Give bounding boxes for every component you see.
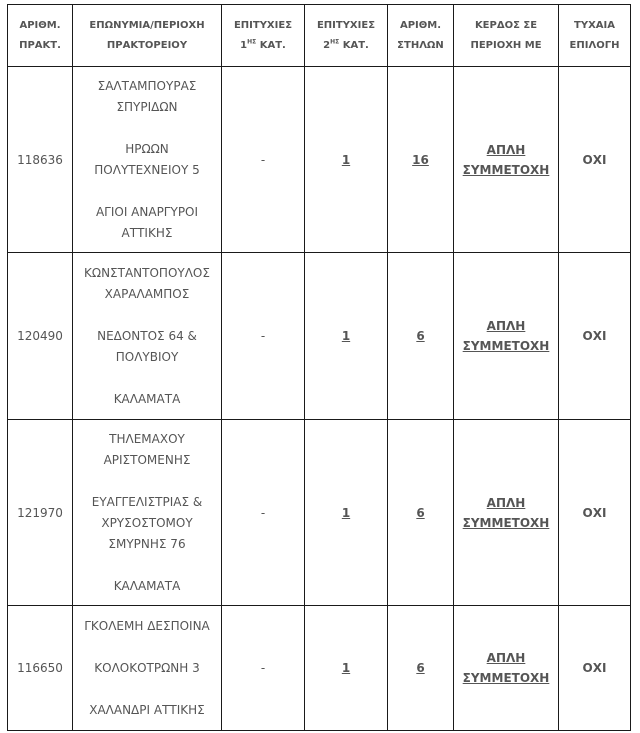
agency-cell: ΤΗΛΕΜΑΧΟΥ ΑΡΙΣΤΟΜΕΝΗΣ ΕΥΑΓΓΕΛΙΣΤΡΙΑΣ & ΧΡΥΣΟΣΤΟΜΟΥ ΣΜΥΡΝΗΣ 76 ΚΑΛΑΜΑΤΑ bbox=[73, 420, 222, 606]
header-row bbox=[8, 5, 631, 67]
random-cell: ΟΧΙ bbox=[559, 253, 631, 420]
table-row bbox=[8, 253, 631, 420]
header-first-category: ΕΠΙΤΥΧΙΕΣ $1^{H\Sigma}$ ΚΑΤ. bbox=[222, 5, 305, 67]
second-category-link[interactable]: 1 bbox=[341, 661, 351, 675]
header-agency: ΕΠΩΝΥΜΙΑ/ΠΕΡΙΟΧΗ ΠΡΑΚΤΟΡΕΙΟΥ bbox=[73, 5, 222, 67]
columns-cell bbox=[388, 420, 454, 606]
participation-link[interactable]: ΑΠΛΗ ΣΥΜΜΕΤΟΧΗ bbox=[462, 651, 550, 685]
agency-cell: ΣΑΛΤΑΜΠΟΥΡΑΣ ΣΠΥΡΙΔΩΝ ΗΡΩΩΝ ΠΟΛΥΤΕΧΝΕΙΟΥ 5 ΑΓΙΟΙ ΑΝΑΡΓΥΡΟΙ ΑΤΤΙΚΗΣ bbox=[73, 67, 222, 253]
pract-no-cell: 120490 bbox=[8, 253, 73, 420]
second-category-cell bbox=[305, 253, 388, 420]
second-category-link[interactable]: 1 bbox=[341, 152, 351, 167]
second-category-cell bbox=[305, 420, 388, 606]
random-cell: ΟΧΙ bbox=[559, 606, 631, 731]
columns-link[interactable]: 6 bbox=[416, 329, 425, 343]
first-category-cell: - bbox=[222, 253, 305, 420]
table-row bbox=[8, 420, 631, 606]
columns-cell bbox=[388, 67, 454, 253]
columns-link[interactable]: 6 bbox=[416, 505, 425, 520]
region-cell bbox=[454, 67, 559, 253]
random-cell: ΟΧΙ bbox=[559, 420, 631, 606]
agency-cell: ΚΩΝΣΤΑΝΤΟΠΟΥΛΟΣ ΧΑΡΑΛΑΜΠΟΣ ΝΕΔΟΝΤΟΣ 64 & ΠΟΛΥΒΙΟΥ ΚΑΛΑΜΑΤΑ bbox=[73, 253, 222, 420]
header-pract-no: ΑΡΙΘΜ. ΠΡΑΚΤ. bbox=[8, 5, 73, 67]
columns-link[interactable]: 6 bbox=[416, 661, 425, 675]
columns-cell bbox=[388, 606, 454, 731]
first-category-cell: - bbox=[222, 420, 305, 606]
first-category-cell: - bbox=[222, 606, 305, 731]
results-table bbox=[7, 4, 631, 731]
region-cell bbox=[454, 253, 559, 420]
pract-no-cell: 121970 bbox=[8, 420, 73, 606]
region-cell bbox=[454, 420, 559, 606]
agency-cell: ΓΚΟΛΕΜΗ ΔΕΣΠΟΙΝΑ ΚΟΛΟΚΟΤΡΩΝΗ 3 ΧΑΛΑΝΔΡΙ ΑΤΤΙΚΗΣ bbox=[73, 606, 222, 731]
participation-link[interactable]: ΑΠΛΗ ΣΥΜΜΕΤΟΧΗ bbox=[462, 142, 550, 177]
table-row bbox=[8, 67, 631, 253]
random-cell: ΟΧΙ bbox=[559, 67, 631, 253]
columns-cell bbox=[388, 253, 454, 420]
columns-link[interactable]: 16 bbox=[412, 152, 429, 167]
pract-no-cell: 116650 bbox=[8, 606, 73, 731]
second-category-link[interactable]: 1 bbox=[341, 505, 351, 520]
second-category-cell bbox=[305, 67, 388, 253]
header-second-category: ΕΠΙΤΥΧΙΕΣ $2^{H\Sigma}$ ΚΑΤ. bbox=[305, 5, 388, 67]
second-category-cell bbox=[305, 606, 388, 731]
second-category-link[interactable]: 1 bbox=[341, 329, 351, 343]
participation-link[interactable]: ΑΠΛΗ ΣΥΜΜΕΤΟΧΗ bbox=[462, 319, 550, 353]
first-category-cell: - bbox=[222, 67, 305, 253]
header-random: ΤΥΧΑΙΑ ΕΠΙΛΟΓΗ bbox=[559, 5, 631, 67]
header-columns: ΑΡΙΘΜ. ΣΤΗΛΩΝ bbox=[388, 5, 454, 67]
table-row bbox=[8, 606, 631, 731]
header-region: ΚΕΡΔΟΣ ΣΕ ΠΕΡΙΟΧΗ ΜΕ bbox=[454, 5, 559, 67]
region-cell bbox=[454, 606, 559, 731]
participation-link[interactable]: ΑΠΛΗ ΣΥΜΜΕΤΟΧΗ bbox=[462, 495, 550, 530]
pract-no-cell: 118636 bbox=[8, 67, 73, 253]
